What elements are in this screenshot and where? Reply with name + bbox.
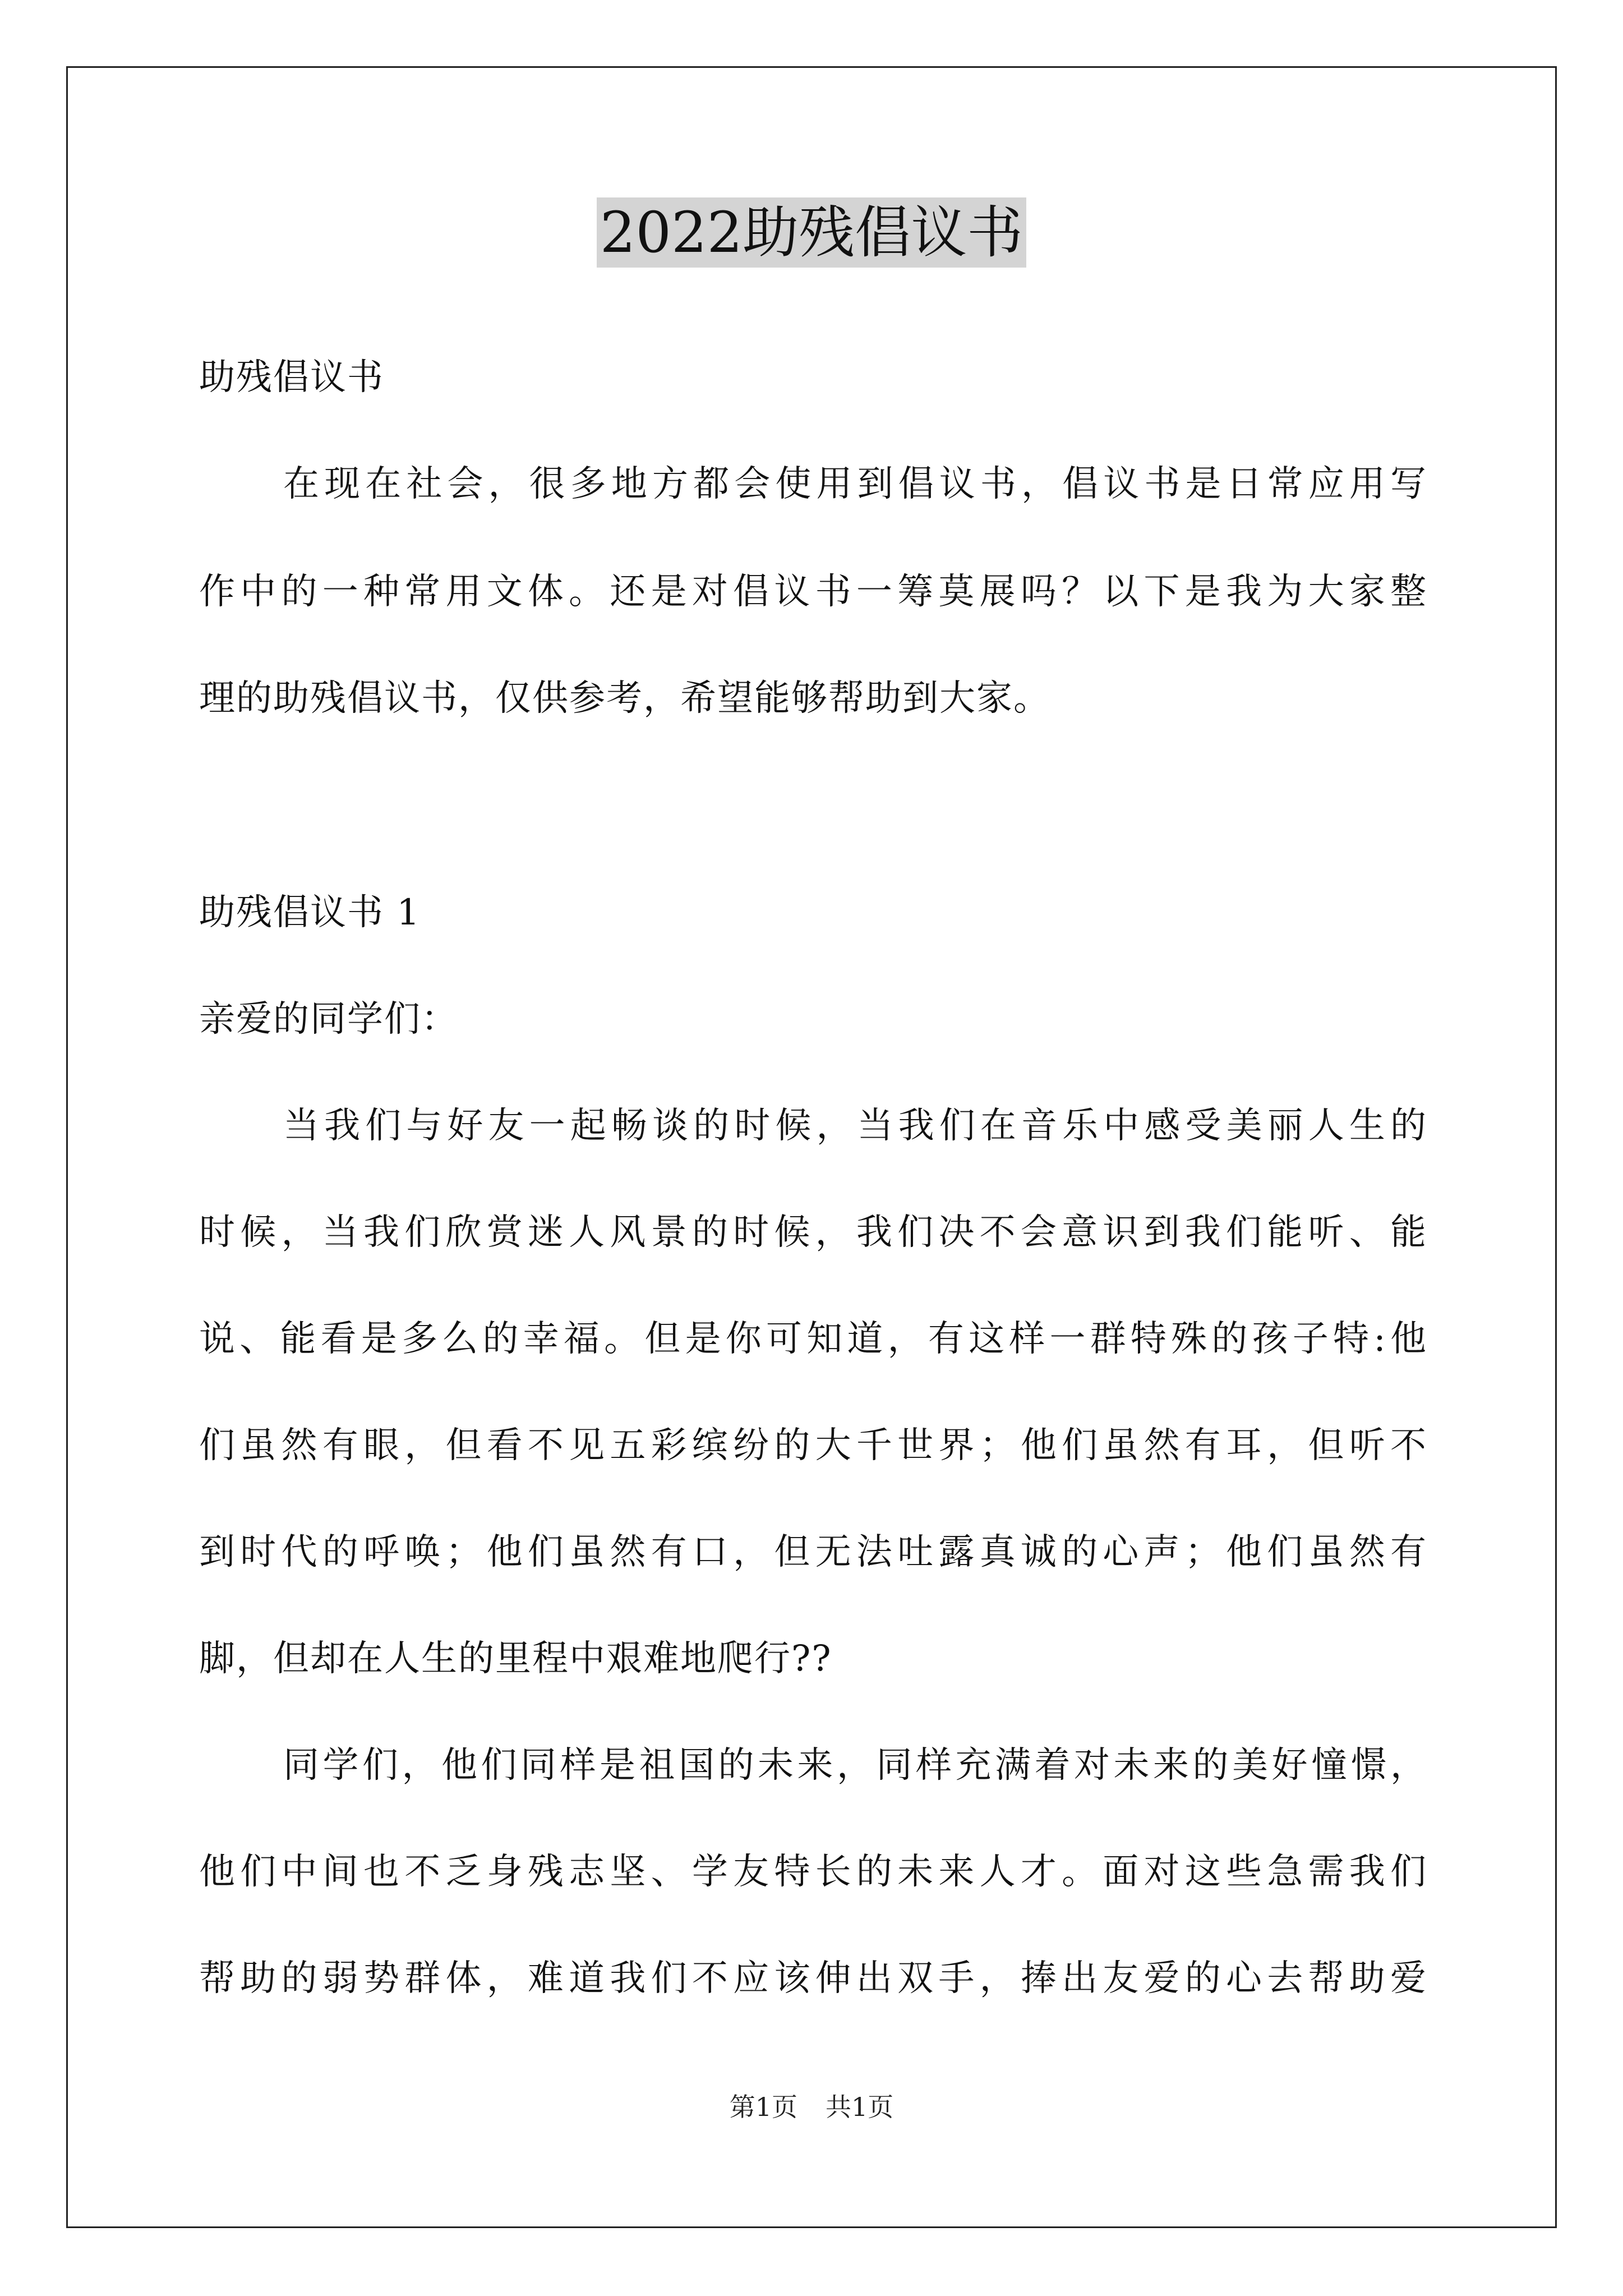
paragraph-line: 脚，但却在人生的里程中艰难地爬行?? <box>199 1638 832 1680</box>
section-heading: 助残倡议书 1 <box>199 892 421 933</box>
paragraph-line: 帮助的弱势群体，难道我们不应该伸出双手，捧出友爱的心去帮助爱 <box>199 1958 1427 1999</box>
page-total: 共1页 <box>826 2092 894 2122</box>
page-footer <box>0 2090 1623 2124</box>
document-body <box>199 0 1427 2296</box>
paragraph-line: 说、能看是多么的幸福。但是你可知道，有这样一群特殊的孩子特:他 <box>199 1318 1427 1360</box>
paragraph-line: 时候，当我们欣赏迷人风景的时候，我们决不会意识到我们能听、能 <box>199 1212 1427 1253</box>
heading-line: 助残倡议书 <box>199 357 384 398</box>
title-highlight: 2022助残倡议书 <box>597 197 1027 268</box>
paragraph-line: 到时代的呼唤；他们虽然有口，但无法吐露真诚的心声；他们虽然有 <box>199 1531 1427 1573</box>
page-number: 第1页 <box>729 2092 797 2122</box>
paragraph-line: 理的助残倡议书，仅供参考，希望能够帮助到大家。 <box>199 678 1050 719</box>
paragraph-line: 当我们与好友一起畅谈的时候，当我们在音乐中感受美丽人生的 <box>283 1105 1427 1147</box>
paragraph-line: 们虽然有眼，但看不见五彩缤纷的大千世界；他们虽然有耳，但听不 <box>199 1425 1427 1466</box>
salutation: 亲爱的同学们： <box>199 999 458 1040</box>
paragraph-line: 同学们，他们同样是祖国的未来，同样充满着对未来的美好憧憬， <box>283 1745 1427 1786</box>
paragraph-line: 作中的一种常用文体。还是对倡议书一筹莫展吗？以下是我为大家整 <box>199 571 1427 613</box>
paragraph-line: 他们中间也不乏身残志坚、学友特长的未来人才。面对这些急需我们 <box>199 1851 1427 1893</box>
paragraph-line: 在现在社会，很多地方都会使用到倡议书，倡议书是日常应用写 <box>283 463 1427 505</box>
